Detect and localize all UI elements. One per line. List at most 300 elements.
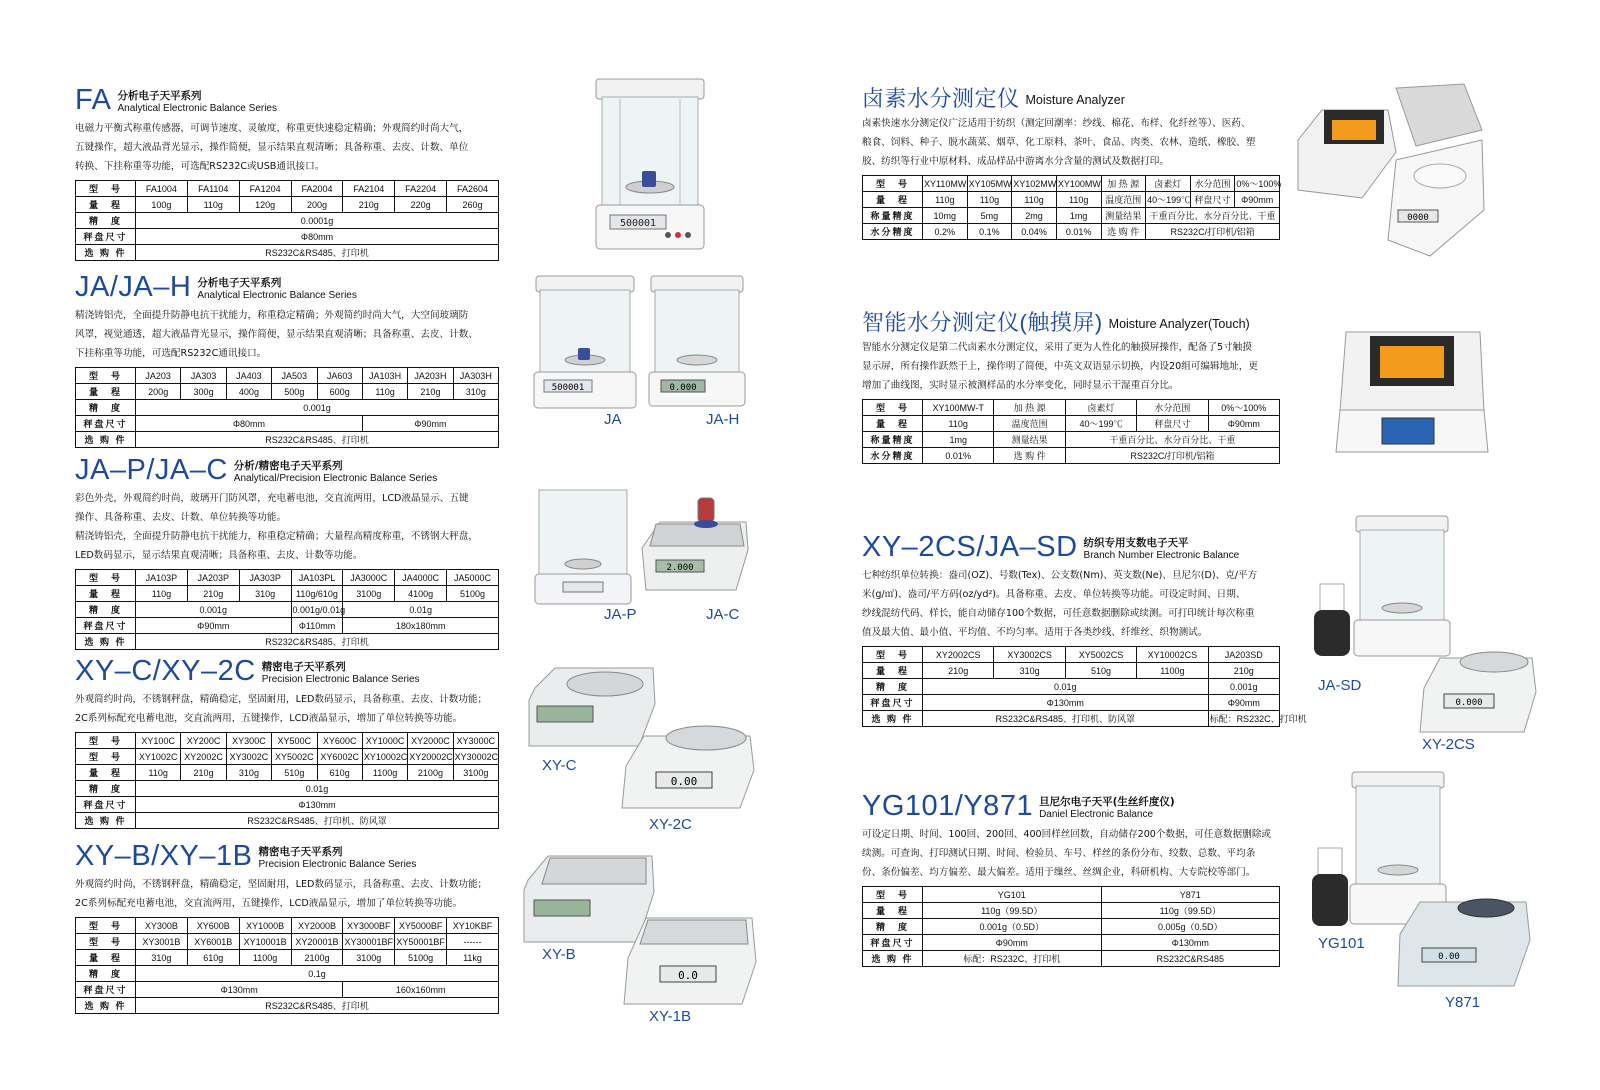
- table-cell: 温度范围: [994, 416, 1065, 432]
- xyb-model-title: XY–B/XY–1B: [75, 840, 253, 872]
- table-cell: ------: [447, 934, 499, 950]
- table-cell: XY10002C: [362, 749, 407, 765]
- table-cell: 1100g: [1137, 663, 1208, 679]
- table-cell: 0.01%: [923, 448, 994, 464]
- table-cell: 秤盘尺寸: [1137, 416, 1208, 432]
- caption-ja-sd: JA-SD: [1318, 677, 1362, 694]
- row-label: 选 购 件: [76, 998, 136, 1014]
- table-cell: RS232C&RS485: [1101, 951, 1280, 967]
- table-cell: 210g: [408, 384, 453, 400]
- table-row: [76, 432, 499, 448]
- table-cell: 510g: [272, 765, 317, 781]
- table-cell: RS232C&RS485、打印机: [136, 634, 499, 650]
- table-cell: JA303: [181, 368, 226, 384]
- moisture-analyzer-image: [1292, 80, 1487, 260]
- xyc-spec-table: [75, 732, 499, 829]
- fa-description: 电磁力平衡式称重传感器，可调节速度、灵敏度，称重更快速稳定精确；外观简约时尚大气， 五键操作，超大液晶背光显示，操作简便，显示结果直观清晰；具备称重、去皮、计数、单位 转换、下挂称重等功能，可选配RS232C或USB通讯接口。: [75, 123, 469, 172]
- table-cell: 260g: [447, 197, 499, 213]
- row-label: 量 程: [863, 192, 923, 208]
- row-label: 型 号: [76, 749, 136, 765]
- caption-xy-2c: XY-2C: [649, 816, 692, 833]
- table-cell: 0.001g: [136, 400, 499, 416]
- row-label: 秤盘尺寸: [863, 695, 923, 711]
- moisture-analyzer-touch-image: [1332, 318, 1492, 458]
- xy2cs-subtitle: [1084, 537, 1240, 562]
- table-cell: XY3000BF: [343, 918, 395, 934]
- table-cell: 0.001g: [136, 602, 292, 618]
- xyc-description: 外观简约时尚，不锈钢秤盘，精确稳定，坚固耐用，LED数码显示，具备称重、去皮、计数功能； 2C系列标配充电蓄电池，交直流两用，五键操作，LCD液晶显示，增加了单位转换等功能。: [75, 694, 488, 724]
- row-label: 型 号: [863, 887, 923, 903]
- ja-title-row: [75, 273, 515, 302]
- table-cell: 110g: [187, 197, 239, 213]
- table-cell: 0.01g: [923, 679, 1209, 695]
- table-row: [76, 733, 499, 749]
- table-cell: XY2000B: [291, 918, 343, 934]
- table-row: [863, 695, 1280, 711]
- table-cell: JA103H: [362, 368, 407, 384]
- table-cell: 水分范围: [1190, 176, 1235, 192]
- moist-description: 卤素快速水分测定仪广泛适用于纺织（测定回潮率：纱线、棉花、布样、化纤丝等）、医药、 粮食、饲料、种子、脱水蔬菜、烟草、化工原料、茶叶、食品、肉类、农林、造纸、橡胶、塑 胶、纺织等行业中原材料、成品样品中游离水分含量的测试及数据打印。: [862, 118, 1256, 167]
- table-row: [863, 887, 1280, 903]
- xy2cs-subtitle-cn: 纺织专用支数电子天平: [1083, 537, 1189, 550]
- table-cell: 1100g: [239, 950, 291, 966]
- table-cell: XY3002CS: [994, 647, 1065, 663]
- table-cell: XY2002CS: [923, 647, 994, 663]
- table-cell: Φ90mm: [136, 618, 292, 634]
- xyc-subtitle-cn: 精密电子天平系列: [261, 661, 346, 674]
- table-cell: XY5002CS: [1065, 647, 1136, 663]
- caption-ja-h: JA-H: [706, 411, 740, 428]
- table-row: [76, 966, 499, 982]
- table-cell: 310g: [226, 765, 271, 781]
- moist-subtitle-en: Moisture Analyzer: [1025, 93, 1125, 107]
- table-cell: XY10002CS: [1137, 647, 1208, 663]
- touch-description: 智能水分测定仪是第二代卤素水分测定仪，采用了更为人性化的触摸屏操作，配备了5寸触摸 显示屏，所有操作跃然于上，操作明了简便，中英文双语显示切换，内设20组可编辑地址，更 增加了曲线图，实时显示被测样品的水分率变化，同时显示干湿重百分比。: [862, 342, 1258, 391]
- table-cell: 110g: [1056, 192, 1101, 208]
- table-cell: XY6002C: [317, 749, 362, 765]
- table-cell: 3100g: [343, 586, 395, 602]
- caption-ja: JA: [604, 411, 622, 428]
- table-row: [76, 813, 499, 829]
- row-label: 精 度: [76, 966, 136, 982]
- table-row: [863, 208, 1280, 224]
- table-cell: 110g: [136, 586, 188, 602]
- table-cell: XY200C: [181, 733, 226, 749]
- caption-xy-b: XY-B: [542, 946, 576, 963]
- table-cell: XY100MW: [1056, 176, 1101, 192]
- table-cell: RS232C&RS485、打印机、防风罩: [136, 813, 499, 829]
- xy2cs-subtitle-en: Branch Number Electronic Balance: [1083, 550, 1240, 561]
- row-label: 量 程: [863, 663, 923, 679]
- section-moisture-analyzer: [862, 88, 1292, 240]
- table-cell: 0.01g: [136, 781, 499, 797]
- row-label: 量 程: [76, 384, 136, 400]
- table-cell: 310g: [239, 586, 291, 602]
- table-cell: 210g: [343, 197, 395, 213]
- row-label: 型 号: [863, 647, 923, 663]
- table-cell: JA203P: [187, 570, 239, 586]
- row-label: 秤盘尺寸: [76, 982, 136, 998]
- table-cell: 秤盘尺寸: [1190, 192, 1235, 208]
- ja-description: 精浇铸铝壳，全面提升防静电抗干扰能力，称重稳定精确；外观简约时尚大气，大空间玻璃防 风罩，视觉通透，超大液晶背光显示，操作简便，显示结果直观清晰；具备称重、去皮、计数、 下挂称重等功能，可选配RS232C通讯接口。: [75, 310, 478, 359]
- row-label: 选 购 件: [863, 711, 923, 727]
- row-label: 秤盘尺寸: [76, 416, 136, 432]
- caption-ja-c: JA-C: [706, 606, 740, 623]
- caption-xy-c: XY-C: [542, 757, 577, 774]
- table-cell: XY10KBF: [447, 918, 499, 934]
- table-cell: 3100g: [453, 765, 498, 781]
- table-row: [76, 400, 499, 416]
- caption-y871: Y871: [1445, 994, 1481, 1011]
- table-row: [76, 570, 499, 586]
- table-cell: 110g（99.5D）: [923, 903, 1102, 919]
- table-cell: XY600B: [187, 918, 239, 934]
- table-cell: Φ90mm: [923, 935, 1102, 951]
- table-cell: 5100g: [447, 586, 499, 602]
- row-label: 精 度: [863, 679, 923, 695]
- row-label: 量 程: [76, 950, 136, 966]
- xy2cs-title-row: [862, 533, 1292, 562]
- table-cell: XY3002C: [226, 749, 271, 765]
- table-cell: XY50001BF: [395, 934, 447, 950]
- table-cell: 0.01%: [1056, 224, 1101, 240]
- table-row: [76, 781, 499, 797]
- table-cell: 5mg: [967, 208, 1012, 224]
- moisture-display: 0000: [1407, 213, 1429, 223]
- ja-sd-balance-image: [1350, 512, 1455, 660]
- jap-subtitle-en: Analytical/Precision Electronic Balance Series: [233, 473, 438, 484]
- table-cell: 610g: [187, 950, 239, 966]
- table-row: [76, 181, 499, 197]
- table-row: [863, 951, 1280, 967]
- row-label: 型 号: [76, 570, 136, 586]
- table-cell: FA2604: [447, 181, 499, 197]
- section-fa: [75, 86, 515, 261]
- table-cell: 2100g: [291, 950, 343, 966]
- table-row: [863, 432, 1280, 448]
- table-cell: 0%～100%: [1235, 176, 1280, 192]
- fa-balance-image: [590, 75, 710, 253]
- touch-title-row: [862, 312, 1292, 334]
- table-cell: 310g: [136, 950, 188, 966]
- table-cell: JA303P: [239, 570, 291, 586]
- table-cell: 100g: [136, 197, 188, 213]
- table-cell: JA5000C: [447, 570, 499, 586]
- table-cell: 标配：RS232C、打印机: [923, 951, 1102, 967]
- table-cell: 200g: [291, 197, 343, 213]
- table-cell: 2100g: [408, 765, 453, 781]
- table-cell: 310g: [453, 384, 498, 400]
- xy-1b-balance-image: [618, 908, 760, 1008]
- table-cell: 0.001g（0.5D）: [923, 919, 1102, 935]
- row-label: 选 购 件: [76, 245, 136, 261]
- table-cell: 1mg: [1056, 208, 1101, 224]
- table-cell: 0.2%: [923, 224, 968, 240]
- table-cell: RS232C&RS485、打印机: [136, 432, 499, 448]
- ja-subtitle-cn: 分析电子天平系列: [197, 277, 282, 290]
- table-cell: 标配：RS232C、打印机: [1208, 711, 1279, 727]
- table-cell: RS232C&RS485、打印机: [136, 245, 499, 261]
- table-row: [863, 679, 1280, 695]
- table-cell: 110g: [923, 416, 994, 432]
- row-label: 秤盘尺寸: [76, 229, 136, 245]
- ja-subtitle-en: Analytical Electronic Balance Series: [197, 290, 357, 301]
- fa-spec-table: [75, 180, 499, 261]
- fa-subtitle-en: Analytical Electronic Balance Series: [117, 103, 277, 114]
- jap-subtitle: [234, 460, 437, 485]
- table-cell: Φ130mm: [923, 695, 1209, 711]
- yg-subtitle: [1039, 796, 1175, 821]
- table-cell: 110g（99.5D）: [1101, 903, 1280, 919]
- table-cell: XY3000C: [453, 733, 498, 749]
- xyb-subtitle-en: Precision Electronic Balance Series: [258, 859, 417, 870]
- table-row: [76, 634, 499, 650]
- table-cell: 干重百分比、水分百分比、干重: [1065, 432, 1279, 448]
- table-cell: Φ90mm: [1235, 192, 1280, 208]
- row-label: 精 度: [76, 213, 136, 229]
- table-row: [76, 618, 499, 634]
- table-cell: XY110MW: [923, 176, 968, 192]
- table-cell: JA603: [317, 368, 362, 384]
- table-row: [76, 998, 499, 1014]
- table-cell: Φ90mm: [1208, 416, 1279, 432]
- table-row: [76, 982, 499, 998]
- table-cell: JA103P: [136, 570, 188, 586]
- table-cell: XY300B: [136, 918, 188, 934]
- table-cell: XY1002C: [136, 749, 181, 765]
- table-cell: JA103PL: [291, 570, 343, 586]
- table-cell: 40～199℃: [1146, 192, 1191, 208]
- fa-model-title: FA: [75, 84, 112, 116]
- table-cell: XY300C: [226, 733, 271, 749]
- table-row: [76, 602, 499, 618]
- row-label: 型 号: [863, 400, 923, 416]
- section-xy-2cs: [862, 531, 1307, 727]
- table-cell: Φ90mm: [1208, 695, 1279, 711]
- table-cell: 5100g: [395, 950, 447, 966]
- y871-balance-image: [1394, 894, 1534, 990]
- row-label: 精 度: [76, 602, 136, 618]
- table-cell: Φ110mm: [291, 618, 343, 634]
- table-cell: 310g: [994, 663, 1065, 679]
- moist-title-row: [862, 88, 1292, 110]
- table-row: [863, 192, 1280, 208]
- ja-h-display: 0.000: [669, 383, 697, 393]
- table-row: [863, 400, 1280, 416]
- yg-description: 可设定日期、时间、100回、200回、400回样丝回数，自动储存200个数据，可任意数据删除或 续测。可查询、打印测试日期、时间、检验员、车号、样丝的条份分布、绞数、总数、平均条 份、条份偏差、均方偏差、最大偏差。适用于缫丝、丝绸企业，科研机构、大专院校等部门。: [862, 829, 1272, 878]
- row-label: 选 购 件: [76, 634, 136, 650]
- xyb-subtitle-cn: 精密电子天平系列: [258, 846, 343, 859]
- row-label: 量 程: [76, 197, 136, 213]
- yg-subtitle-cn: 旦尼尔电子天平(生丝纤度仪): [1039, 796, 1175, 809]
- table-cell: XY6001B: [187, 934, 239, 950]
- table-cell: XY3001B: [136, 934, 188, 950]
- row-label: 选 购 件: [76, 432, 136, 448]
- table-row: [863, 416, 1280, 432]
- table-cell: 40～199℃: [1065, 416, 1136, 432]
- table-row: [863, 448, 1280, 464]
- yg-spec-table: [862, 886, 1280, 967]
- section-xy-c: [75, 657, 515, 829]
- table-cell: 110g: [967, 192, 1012, 208]
- table-cell: Φ80mm: [136, 229, 499, 245]
- table-cell: 选 购 件: [994, 448, 1065, 464]
- table-cell: 220g: [395, 197, 447, 213]
- table-cell: 0.001g: [1208, 679, 1279, 695]
- table-cell: 110g: [362, 384, 407, 400]
- table-cell: 1100g: [362, 765, 407, 781]
- table-cell: FA1004: [136, 181, 188, 197]
- table-cell: 0.0001g: [136, 213, 499, 229]
- table-cell: XY30001BF: [343, 934, 395, 950]
- table-cell: 200g: [136, 384, 181, 400]
- table-cell: FA1204: [239, 181, 291, 197]
- table-row: [76, 368, 499, 384]
- row-label: 称量精度: [863, 208, 923, 224]
- table-cell: 210g: [923, 663, 994, 679]
- xy-1b-display: 0.0: [678, 969, 698, 982]
- printer-image-2: [1310, 848, 1350, 928]
- table-cell: XY10001B: [239, 934, 291, 950]
- table-cell: Φ130mm: [136, 797, 499, 813]
- table-row: [76, 416, 499, 432]
- table-cell: 610g: [317, 765, 362, 781]
- table-cell: Φ90mm: [362, 416, 498, 432]
- ja-p-balance-image: [533, 486, 633, 608]
- table-row: [76, 797, 499, 813]
- table-cell: FA2004: [291, 181, 343, 197]
- table-cell: 4100g: [395, 586, 447, 602]
- table-row: [76, 213, 499, 229]
- table-row: [863, 711, 1280, 727]
- table-cell: RS232C&RS485、打印机: [136, 998, 499, 1014]
- xyc-model-title: XY–C/XY–2C: [75, 655, 256, 687]
- table-row: [76, 586, 499, 602]
- ja-spec-table: [75, 367, 499, 448]
- table-cell: JA403: [226, 368, 271, 384]
- table-cell: XY5002C: [272, 749, 317, 765]
- row-label: 秤盘尺寸: [863, 935, 923, 951]
- xy-2cs-balance-image: [1416, 644, 1540, 736]
- table-row: [76, 384, 499, 400]
- table-cell: XY100MW-T: [923, 400, 994, 416]
- yg-model-title: YG101/Y871: [862, 790, 1034, 822]
- xy2cs-description: 七种纺织单位转换：盎司(OZ)、号数(Tex)、公支数(Nm)、英支数(Ne)、旦尼尔(D)、克/平方 米(g/㎡)、盎司/平方码(oz/yd²)。具备称重、去皮、单位转换等功能。可设定时间、日期、 纱线混纺代码、样长，能自动储存100个数据，可任意数据删除或续测。可打印统计每次称重 值及最大值、最小值、平均值、不均匀率。适用于各类纱线、纤维丝、织物测试。: [862, 570, 1258, 638]
- table-cell: JA203SD: [1208, 647, 1279, 663]
- xyb-spec-table: [75, 917, 499, 1014]
- table-cell: JA203: [136, 368, 181, 384]
- table-cell: 加 热 源: [994, 400, 1065, 416]
- table-cell: 测量结果: [1101, 208, 1146, 224]
- xyb-subtitle: [259, 846, 417, 871]
- ja-subtitle: [197, 277, 357, 302]
- xy2cs-model-title: XY–2CS/JA–SD: [862, 531, 1078, 563]
- printer-image-1: [1312, 584, 1352, 658]
- xy2cs-spec-table: [862, 646, 1307, 727]
- table-cell: 0.005g（0.5D）: [1101, 919, 1280, 935]
- row-label: 量 程: [863, 903, 923, 919]
- row-label: 型 号: [863, 176, 923, 192]
- table-cell: 300g: [181, 384, 226, 400]
- table-cell: Φ130mm: [136, 982, 343, 998]
- row-label: 型 号: [76, 934, 136, 950]
- ja-display: 500001: [551, 383, 585, 393]
- table-row: [863, 663, 1280, 679]
- table-cell: XY30002C: [453, 749, 498, 765]
- moist-spec-table: [862, 175, 1280, 240]
- table-cell: XY100C: [136, 733, 181, 749]
- table-cell: XY1000C: [362, 733, 407, 749]
- table-row: [863, 935, 1280, 951]
- table-cell: 0.04%: [1012, 224, 1057, 240]
- jap-spec-table: [75, 569, 499, 650]
- ja-model-title: JA/JA–H: [75, 271, 192, 303]
- table-row: [76, 765, 499, 781]
- table-cell: 卤素灯: [1065, 400, 1136, 416]
- table-cell: JA3000C: [343, 570, 395, 586]
- jap-model-title: JA–P/JA–C: [75, 454, 228, 486]
- table-cell: 160x160mm: [343, 982, 499, 998]
- xyb-description: 外观简约时尚，不锈钢秤盘，精确稳定，坚固耐用，LED数码显示，具备称重、去皮、计数功能； 2C系列标配充电蓄电池，交直流两用，五键操作，LCD液晶显示，增加了单位转换等功能。: [75, 879, 488, 909]
- table-cell: 110g: [136, 765, 181, 781]
- fa-subtitle-cn: 分析电子天平系列: [117, 90, 202, 103]
- table-cell: 加 热 源: [1101, 176, 1146, 192]
- table-cell: 180x180mm: [343, 618, 499, 634]
- touch-subtitle-en: Moisture Analyzer(Touch): [1108, 317, 1250, 331]
- y871-display: 0.00: [1438, 952, 1460, 962]
- table-row: [863, 919, 1280, 935]
- jap-description: 彩色外壳，外观简约时尚，玻璃开门防风罩，充电蓄电池，交直流两用，LCD液晶显示、五键 操作、具备称重、去皮、计数、单位转换等功能。 精浇铸铝壳，全面提升防静电抗干扰能力，称重稳定精确；大量程高精度称重，不锈钢大秤盘， LED数码显示，显示结果直观清晰；具备称重、去皮、计数等功能。: [75, 493, 478, 561]
- table-cell: JA4000C: [395, 570, 447, 586]
- table-cell: FA1104: [187, 181, 239, 197]
- fa-title-row: [75, 86, 515, 115]
- table-cell: 选 购 件: [1101, 224, 1146, 240]
- section-yg101: [862, 792, 1292, 967]
- xyc-title-row: [75, 657, 515, 686]
- xy-2c-display: 0.00: [670, 775, 698, 788]
- row-label: 型 号: [76, 181, 136, 197]
- table-cell: 600g: [317, 384, 362, 400]
- table-row: [76, 749, 499, 765]
- table-cell: 120g: [239, 197, 291, 213]
- table-cell: 0.01g: [343, 602, 499, 618]
- table-cell: 2mg: [1012, 208, 1057, 224]
- table-cell: XY500C: [272, 733, 317, 749]
- row-label: 精 度: [76, 781, 136, 797]
- table-cell: 干重百分比、水分百分比、干重: [1146, 208, 1280, 224]
- xyc-subtitle-en: Precision Electronic Balance Series: [261, 674, 420, 685]
- table-cell: Φ130mm: [1101, 935, 1280, 951]
- ja-c-display: 2.000: [666, 563, 694, 573]
- table-cell: 3100g: [343, 950, 395, 966]
- table-cell: 10mg: [923, 208, 968, 224]
- xy-2c-balance-image: [616, 716, 758, 812]
- row-label: 选 购 件: [76, 813, 136, 829]
- table-cell: YG101: [923, 887, 1102, 903]
- table-cell: JA303H: [453, 368, 498, 384]
- table-cell: FA2204: [395, 181, 447, 197]
- table-row: [76, 934, 499, 950]
- caption-xy-1b: XY-1B: [649, 1008, 691, 1025]
- table-cell: 0.1g: [136, 966, 499, 982]
- row-label: 秤盘尺寸: [76, 797, 136, 813]
- table-cell: RS232C/打印机/铝箱: [1065, 448, 1279, 464]
- table-row: [863, 647, 1280, 663]
- table-cell: 1mg: [923, 432, 994, 448]
- row-label: 量 程: [76, 586, 136, 602]
- table-row: [76, 918, 499, 934]
- table-cell: 400g: [226, 384, 271, 400]
